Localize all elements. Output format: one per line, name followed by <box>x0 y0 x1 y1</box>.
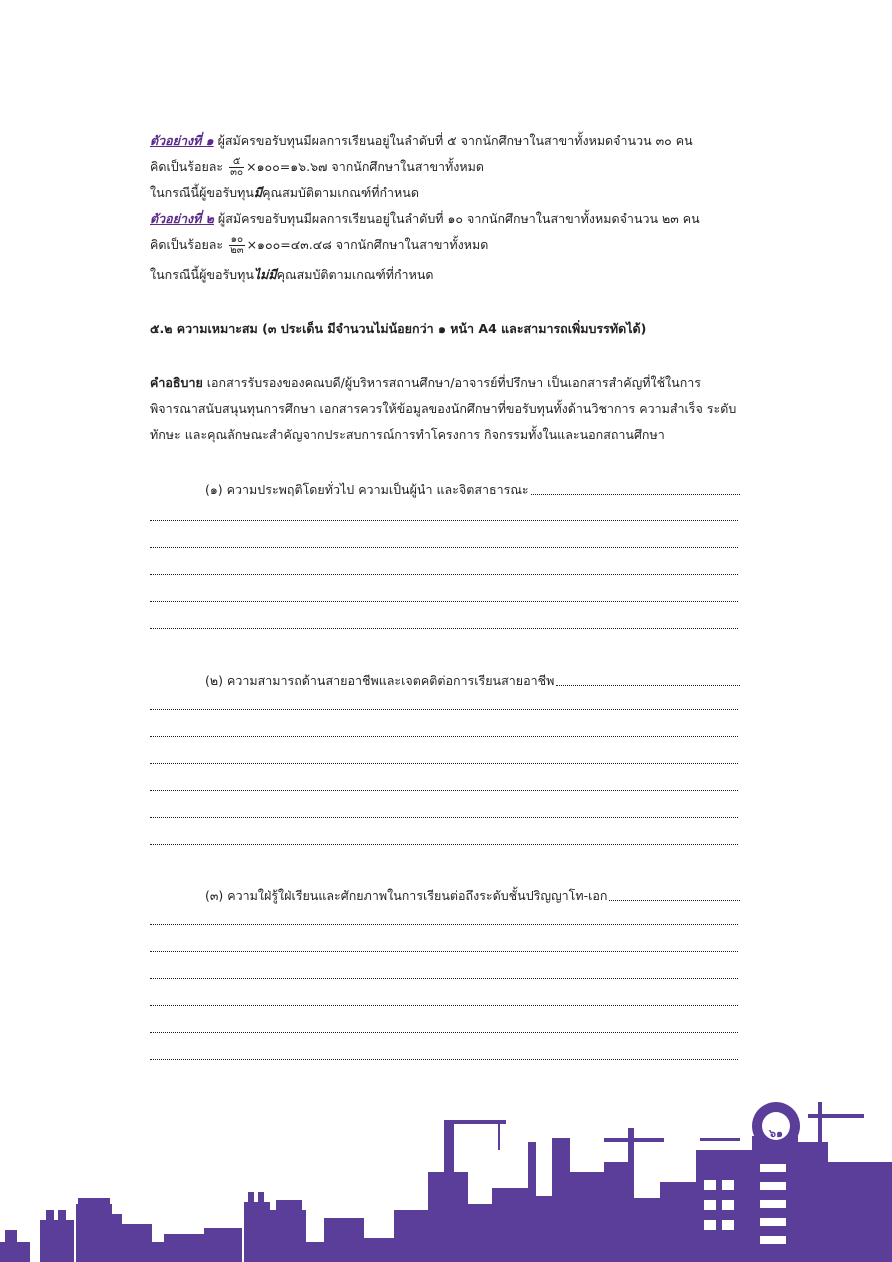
example-2-result <box>150 264 433 286</box>
answer-line[interactable] <box>150 574 738 575</box>
answer-line[interactable] <box>150 601 738 602</box>
city-skyline-illustration <box>0 1092 892 1262</box>
example-1-text: ผู้สมัครขอรับทุนมีผลการเรียนอยู่ในลำดับที่ ๕ จากนักศึกษาในสาขาทั้งหมดจำนวน ๓๐ คน <box>213 133 693 148</box>
answer-line[interactable] <box>150 520 738 521</box>
answer-line[interactable] <box>150 1032 738 1033</box>
answer-line[interactable] <box>150 790 738 791</box>
example-1-label: ตัวอย่างที่ ๑ <box>150 133 214 148</box>
answer-line[interactable] <box>150 709 738 710</box>
example-1-line <box>150 130 693 152</box>
result-pre: ในกรณีนี้ผู้ขอรับทุน <box>150 267 254 282</box>
example-2-text: ผู้สมัครขอรับทุนมีผลการเรียนอยู่ในลำดับที่ ๑๐ จากนักศึกษาในสาขาทั้งหมดจำนวน ๒๓ คน <box>213 211 700 226</box>
fraction <box>229 157 244 178</box>
answer-line[interactable] <box>150 628 738 629</box>
calc-prefix: คิดเป็นร้อยละ <box>150 159 224 174</box>
fraction-denominator: ๓๐ <box>230 167 244 178</box>
example-2-label: ตัวอย่างที่ ๒ <box>150 211 214 226</box>
fraction-denominator: ๒๓ <box>230 245 244 256</box>
answer-line[interactable] <box>150 763 738 764</box>
question-2-label: (๒) ความสามารถด้านสายอาชีพและเจตคติต่อการเรียนสายอาชีพ <box>205 673 555 688</box>
question-1 <box>205 480 740 500</box>
answer-fill[interactable] <box>556 681 740 686</box>
example-1-result <box>150 182 419 204</box>
calc-suffix: ×๑๐๐=๔๓.๔๘ จากนักศึกษาในสาขาทั้งหมด <box>246 237 489 252</box>
calc-suffix: ×๑๐๐=๑๖.๖๗ จากนักศึกษาในสาขาทั้งหมด <box>246 159 484 174</box>
answer-line[interactable] <box>150 1059 738 1060</box>
calc-prefix: คิดเป็นร้อยละ <box>150 237 224 252</box>
description-text: เอกสารรับรองของคณบดี/ผู้บริหารสถานศึกษา/อาจารย์ที่ปรึกษา เป็นเอกสารสำคัญที่ใช้ในการพิจารณาสนับสนุนทุนการศึกษา เอกสารควรให้ข้อมูลของนักศึกษาที่ขอรับทุนทั้งด้านวิชาการ ความสำเร็จ ระดับทักษะ และคุณลักษณะสำคัญจากประสบการณ์การทำโครงการ กิจกรรมทั้งในและนอกสถานศึกษา <box>150 375 737 442</box>
result-emphasis: มี <box>253 185 263 200</box>
example-2-calc <box>150 234 488 256</box>
answer-line[interactable] <box>150 547 738 548</box>
example-1-calc <box>150 156 484 178</box>
description-label: คำอธิบาย <box>150 375 203 390</box>
fraction-numerator: ๑๐ <box>230 234 244 245</box>
fraction-numerator: ๕ <box>229 157 244 168</box>
result-post: ที่กำหนด <box>371 185 419 200</box>
result-post: ที่กำหนด <box>385 267 434 282</box>
answer-line[interactable] <box>150 736 738 737</box>
answer-fill[interactable] <box>531 490 740 495</box>
section-heading: ๕.๒ ความเหมาะสม (๓ ประเด็น มีจำนวนไม่น้อยกว่า ๑ หน้า A4 และสามารถเพิ่มบรรทัดได้) <box>150 321 647 336</box>
answer-line[interactable] <box>150 924 738 925</box>
fraction <box>229 235 244 256</box>
result-pre: ในกรณีนี้ผู้ขอรับทุน <box>150 185 254 200</box>
example-2-line <box>150 208 700 230</box>
question-3-label: (๓) ความใฝ่รู้ใฝ่เรียนและศักยภาพในการเรียนต่อถึงระดับชั้นปริญญาโท-เอก <box>205 888 608 903</box>
result-mid: คุณสมบัติตามเกณฑ์ <box>262 185 372 200</box>
page-number: ๖๑ <box>769 1127 783 1140</box>
question-1-label: (๑) ความประพฤติโดยทั่วไป ความเป็นผู้นำ และจิตสาธารณะ <box>205 482 529 497</box>
answer-line[interactable] <box>150 978 738 979</box>
answer-line[interactable] <box>150 844 738 845</box>
question-3 <box>205 886 740 906</box>
answer-line[interactable] <box>150 817 738 818</box>
answer-line[interactable] <box>150 1005 738 1006</box>
description-paragraph <box>150 370 740 448</box>
answer-fill[interactable] <box>609 896 740 901</box>
result-emphasis: ไม่มี <box>253 267 277 282</box>
question-2 <box>205 671 740 691</box>
result-mid: คุณสมบัติตามเกณฑ์ <box>276 267 386 282</box>
answer-line[interactable] <box>150 951 738 952</box>
